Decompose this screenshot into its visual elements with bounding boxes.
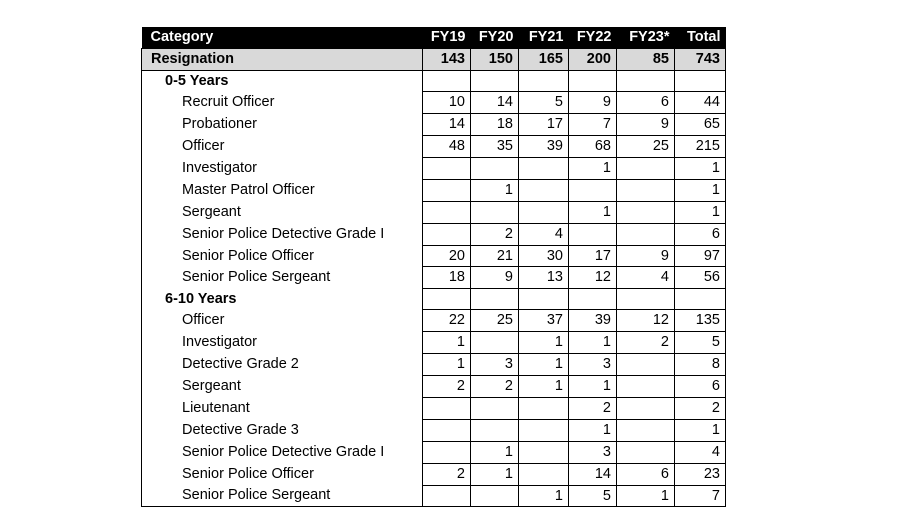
cell-fy23: 4	[617, 267, 675, 289]
header-fy20: FY20	[471, 27, 519, 48]
cell-fy20: 150	[471, 48, 519, 70]
cell-fy21: 1	[519, 332, 569, 354]
cell-fy19	[423, 157, 471, 179]
cell-total	[675, 289, 726, 310]
cell-total: 7	[675, 485, 726, 507]
row-label: 0-5 Years	[142, 70, 423, 91]
cell-total: 56	[675, 267, 726, 289]
cell-total: 44	[675, 92, 726, 114]
cell-fy19	[423, 485, 471, 507]
cell-fy19: 10	[423, 92, 471, 114]
cell-fy20: 3	[471, 354, 519, 376]
cell-fy23: 9	[617, 114, 675, 136]
row-label: Senior Police Sergeant	[142, 267, 423, 289]
cell-fy23	[617, 354, 675, 376]
cell-fy20	[471, 485, 519, 507]
cell-total: 2	[675, 397, 726, 419]
cell-fy20: 35	[471, 136, 519, 158]
cell-fy21	[519, 397, 569, 419]
table-row	[142, 136, 726, 158]
cell-fy19: 22	[423, 310, 471, 332]
cell-fy23: 85	[617, 48, 675, 70]
cell-fy23: 9	[617, 245, 675, 267]
cell-fy19: 48	[423, 136, 471, 158]
cell-fy22	[569, 289, 617, 310]
table-row	[142, 397, 726, 419]
cell-fy19: 2	[423, 376, 471, 398]
cell-fy21	[519, 179, 569, 201]
row-label: Detective Grade 2	[142, 354, 423, 376]
table-body	[142, 48, 726, 507]
row-label: Senior Police Detective Grade I	[142, 223, 423, 245]
header-fy19: FY19	[423, 27, 471, 48]
row-label: 6-10 Years	[142, 289, 423, 310]
cell-fy23: 6	[617, 463, 675, 485]
cell-fy23: 1	[617, 485, 675, 507]
cell-fy23	[617, 289, 675, 310]
cell-fy19: 18	[423, 267, 471, 289]
cell-fy23	[617, 70, 675, 91]
cell-fy19	[423, 441, 471, 463]
cell-fy21	[519, 289, 569, 310]
cell-fy23	[617, 441, 675, 463]
table-row	[142, 463, 726, 485]
cell-fy22: 39	[569, 310, 617, 332]
cell-fy23	[617, 201, 675, 223]
table-row	[142, 354, 726, 376]
cell-total: 6	[675, 376, 726, 398]
cell-fy20: 21	[471, 245, 519, 267]
cell-total: 1	[675, 179, 726, 201]
cell-fy19: 1	[423, 354, 471, 376]
cell-fy22: 2	[569, 397, 617, 419]
cell-total: 1	[675, 419, 726, 441]
cell-fy23	[617, 419, 675, 441]
cell-fy22: 5	[569, 485, 617, 507]
cell-fy23: 12	[617, 310, 675, 332]
row-label: Investigator	[142, 157, 423, 179]
cell-fy19: 20	[423, 245, 471, 267]
row-label: Officer	[142, 310, 423, 332]
cell-fy20	[471, 289, 519, 310]
total-row	[142, 48, 726, 70]
cell-fy20	[471, 397, 519, 419]
cell-fy21	[519, 419, 569, 441]
cell-total: 5	[675, 332, 726, 354]
cell-total: 65	[675, 114, 726, 136]
cell-total: 1	[675, 157, 726, 179]
header-category: Category	[142, 27, 423, 48]
row-label: Sergeant	[142, 201, 423, 223]
cell-fy20: 2	[471, 376, 519, 398]
cell-total: 135	[675, 310, 726, 332]
cell-fy21	[519, 441, 569, 463]
cell-total: 1	[675, 201, 726, 223]
cell-fy21: 5	[519, 92, 569, 114]
cell-total: 6	[675, 223, 726, 245]
cell-fy21	[519, 201, 569, 223]
cell-fy19	[423, 179, 471, 201]
cell-total: 23	[675, 463, 726, 485]
cell-fy19	[423, 419, 471, 441]
row-label: Senior Police Officer	[142, 463, 423, 485]
row-label: Lieutenant	[142, 397, 423, 419]
cell-total	[675, 70, 726, 91]
cell-fy20	[471, 332, 519, 354]
cell-fy20: 1	[471, 441, 519, 463]
cell-fy20: 25	[471, 310, 519, 332]
cell-fy20: 14	[471, 92, 519, 114]
cell-fy22: 1	[569, 419, 617, 441]
cell-fy22: 200	[569, 48, 617, 70]
row-label: Recruit Officer	[142, 92, 423, 114]
cell-fy20: 1	[471, 463, 519, 485]
cell-fy20: 18	[471, 114, 519, 136]
row-label: Senior Police Officer	[142, 245, 423, 267]
cell-total: 97	[675, 245, 726, 267]
row-label: Master Patrol Officer	[142, 179, 423, 201]
table-row	[142, 92, 726, 114]
cell-fy21: 30	[519, 245, 569, 267]
cell-fy22: 17	[569, 245, 617, 267]
cell-fy19	[423, 397, 471, 419]
cell-fy21: 1	[519, 376, 569, 398]
header-row	[142, 27, 726, 48]
cell-fy21: 13	[519, 267, 569, 289]
table-row	[142, 441, 726, 463]
cell-fy20	[471, 419, 519, 441]
table-row	[142, 310, 726, 332]
cell-fy22	[569, 179, 617, 201]
group-row	[142, 70, 726, 91]
cell-fy22: 1	[569, 157, 617, 179]
table-row	[142, 267, 726, 289]
cell-fy19: 1	[423, 332, 471, 354]
header-total: Total	[675, 27, 726, 48]
row-label: Detective Grade 3	[142, 419, 423, 441]
cell-fy22: 1	[569, 332, 617, 354]
cell-fy23: 2	[617, 332, 675, 354]
row-label: Investigator	[142, 332, 423, 354]
table-row	[142, 179, 726, 201]
cell-fy20: 1	[471, 179, 519, 201]
cell-fy21: 37	[519, 310, 569, 332]
cell-fy22: 68	[569, 136, 617, 158]
cell-fy19	[423, 289, 471, 310]
cell-fy21	[519, 70, 569, 91]
cell-fy22: 1	[569, 376, 617, 398]
cell-fy21	[519, 463, 569, 485]
row-label: Sergeant	[142, 376, 423, 398]
cell-fy19: 2	[423, 463, 471, 485]
cell-fy22: 1	[569, 201, 617, 223]
table-row	[142, 223, 726, 245]
cell-fy23	[617, 376, 675, 398]
cell-fy22: 14	[569, 463, 617, 485]
cell-fy22: 7	[569, 114, 617, 136]
table-row	[142, 157, 726, 179]
cell-fy22: 12	[569, 267, 617, 289]
table-row	[142, 245, 726, 267]
cell-total: 743	[675, 48, 726, 70]
header-fy23: FY23*	[617, 27, 675, 48]
row-label: Officer	[142, 136, 423, 158]
cell-fy21: 165	[519, 48, 569, 70]
cell-fy23	[617, 157, 675, 179]
cell-fy23	[617, 179, 675, 201]
resignation-table	[141, 27, 726, 507]
table-row	[142, 332, 726, 354]
cell-fy20: 9	[471, 267, 519, 289]
cell-fy19: 143	[423, 48, 471, 70]
table-row	[142, 419, 726, 441]
cell-fy22: 3	[569, 354, 617, 376]
table-row	[142, 485, 726, 507]
row-label: Resignation	[142, 48, 423, 70]
cell-fy23	[617, 223, 675, 245]
table-row	[142, 114, 726, 136]
cell-fy21: 39	[519, 136, 569, 158]
cell-fy22	[569, 223, 617, 245]
cell-total: 215	[675, 136, 726, 158]
table-row	[142, 376, 726, 398]
row-label: Senior Police Sergeant	[142, 485, 423, 507]
header-fy22: FY22	[569, 27, 617, 48]
cell-fy21: 4	[519, 223, 569, 245]
cell-fy21: 17	[519, 114, 569, 136]
cell-fy22: 9	[569, 92, 617, 114]
header-fy21: FY21	[519, 27, 569, 48]
cell-fy21: 1	[519, 354, 569, 376]
table-row	[142, 201, 726, 223]
cell-fy23: 25	[617, 136, 675, 158]
cell-fy23	[617, 397, 675, 419]
cell-fy21	[519, 157, 569, 179]
cell-fy20	[471, 157, 519, 179]
cell-fy20: 2	[471, 223, 519, 245]
cell-fy19: 14	[423, 114, 471, 136]
cell-total: 8	[675, 354, 726, 376]
cell-fy19	[423, 70, 471, 91]
cell-fy19	[423, 223, 471, 245]
cell-fy23: 6	[617, 92, 675, 114]
cell-fy20	[471, 70, 519, 91]
cell-total: 4	[675, 441, 726, 463]
cell-fy20	[471, 201, 519, 223]
row-label: Probationer	[142, 114, 423, 136]
cell-fy21: 1	[519, 485, 569, 507]
cell-fy22: 3	[569, 441, 617, 463]
row-label: Senior Police Detective Grade I	[142, 441, 423, 463]
cell-fy19	[423, 201, 471, 223]
cell-fy22	[569, 70, 617, 91]
group-row	[142, 289, 726, 310]
